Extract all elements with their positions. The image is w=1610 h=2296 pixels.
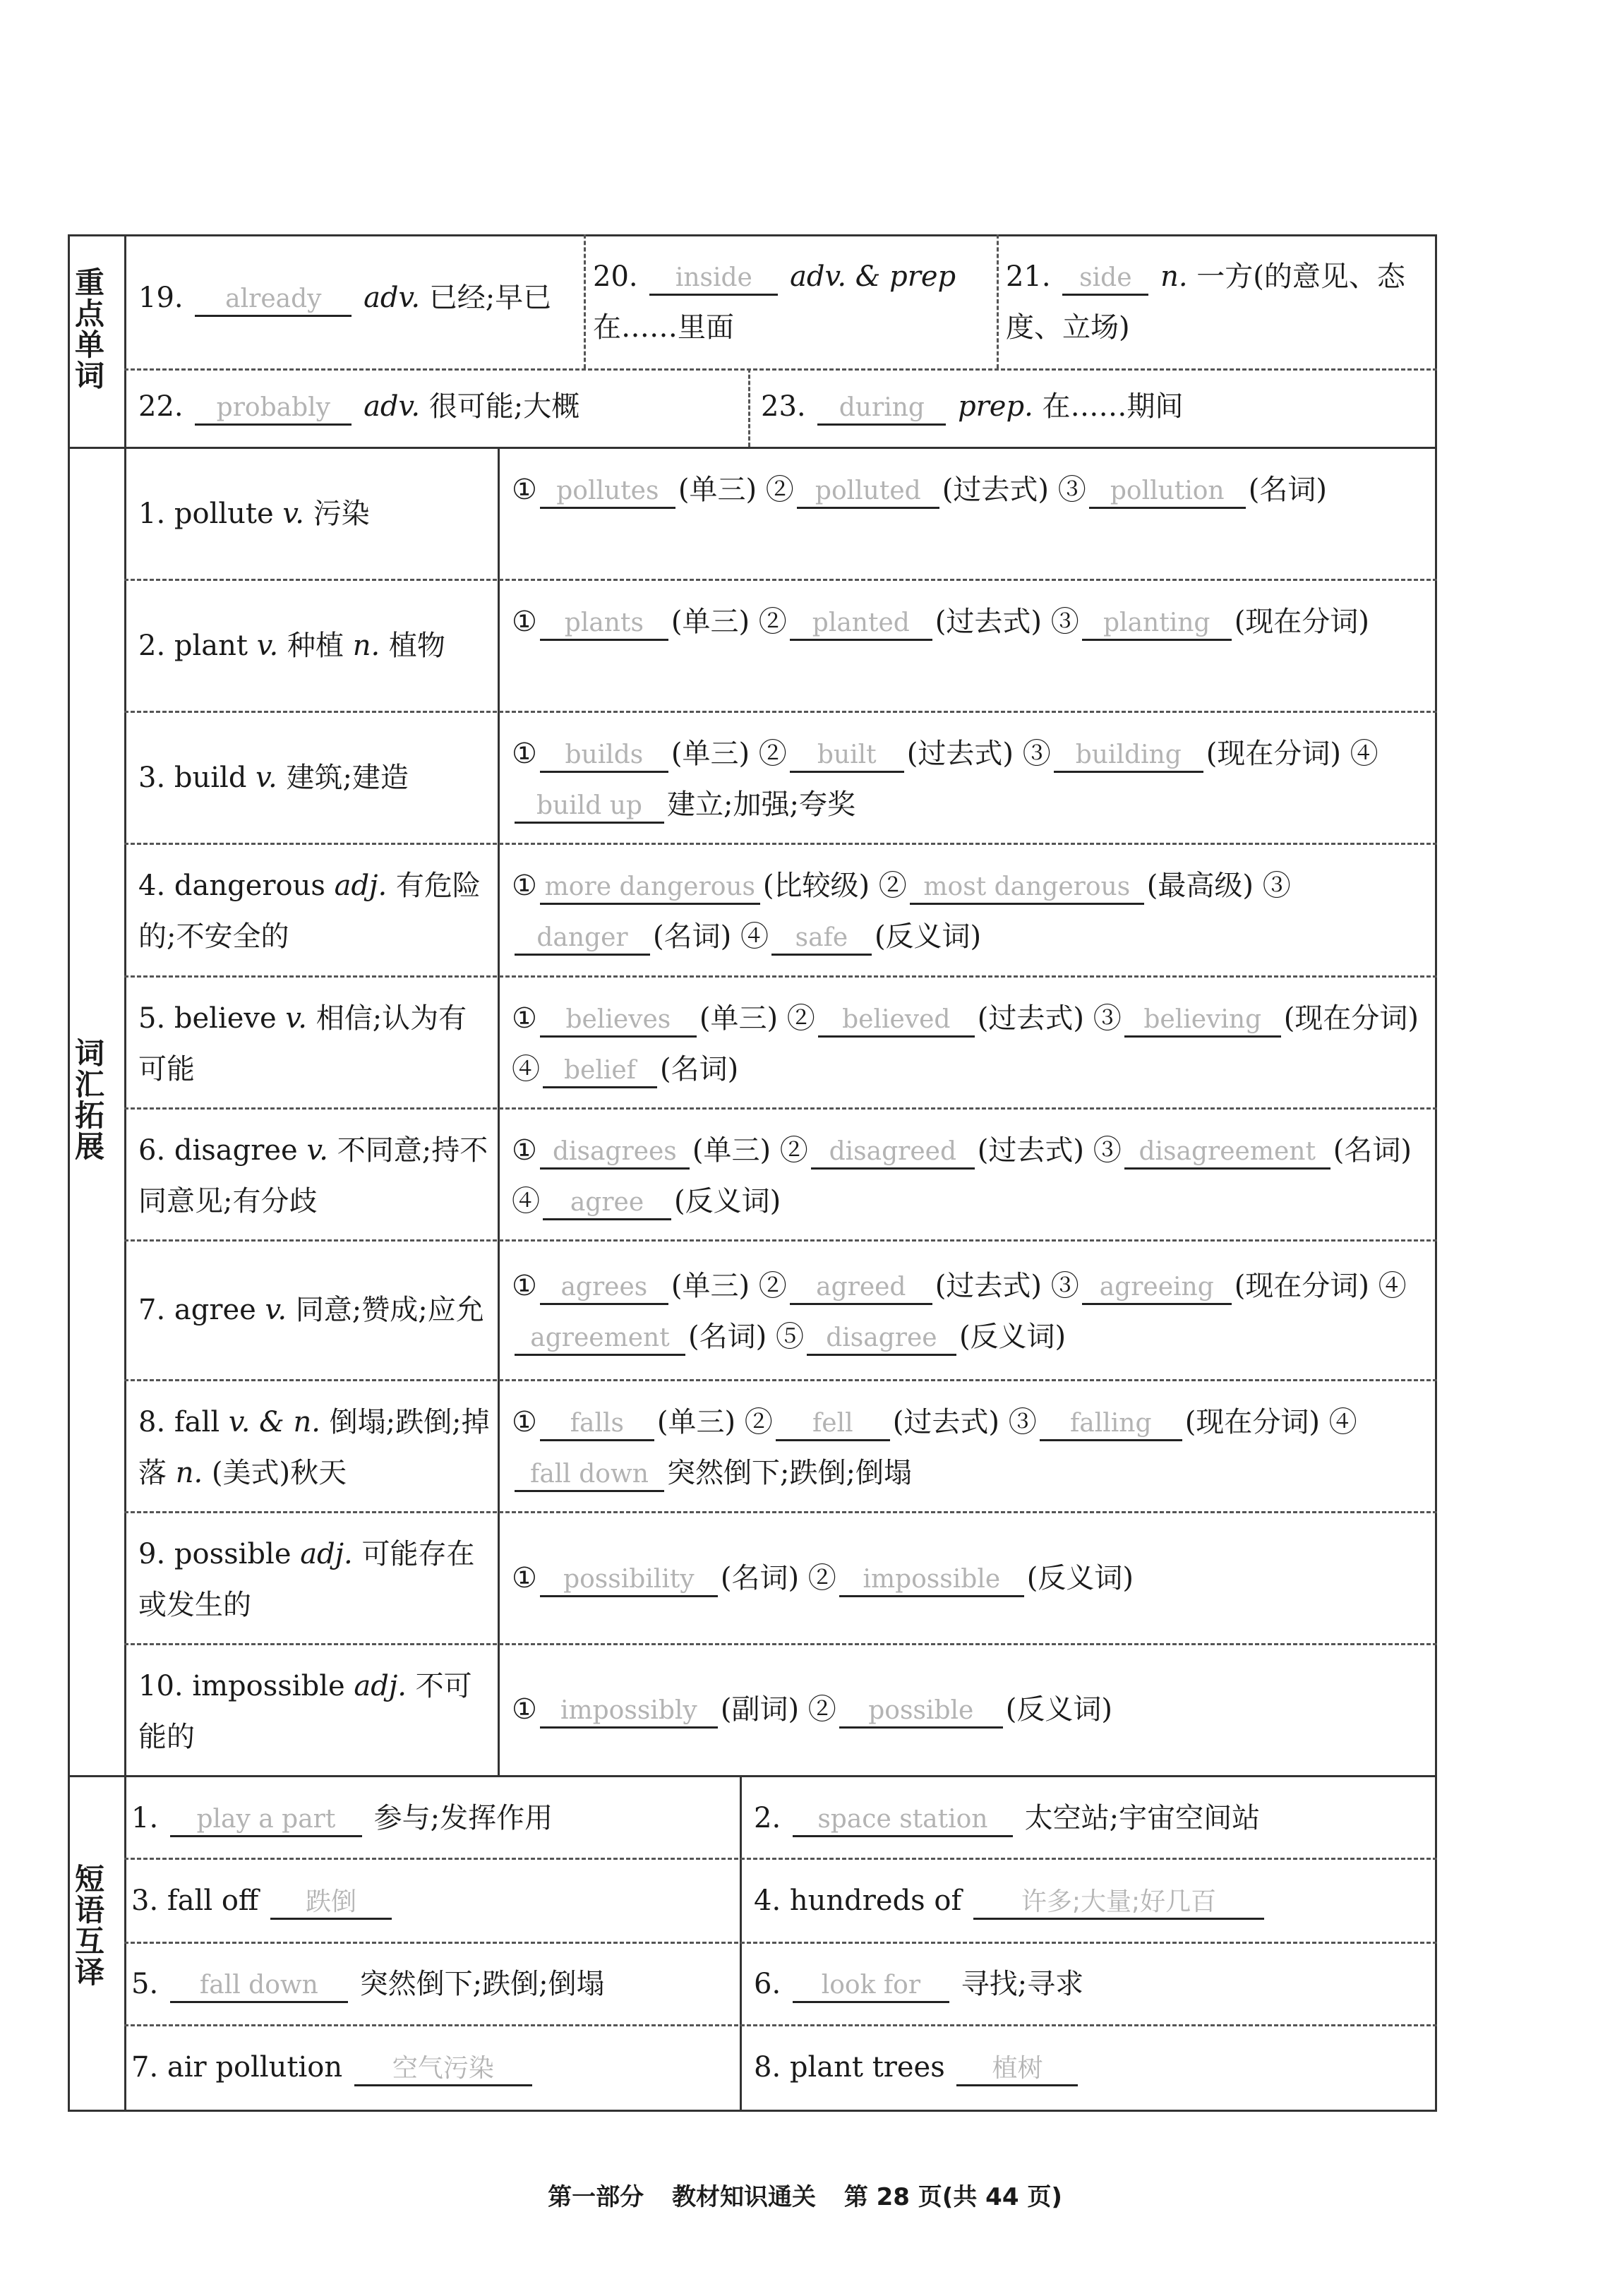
meaning: 已经;早已 [428, 282, 552, 314]
key-word-item [593, 251, 992, 353]
phrase-row-divider [124, 2024, 1437, 2026]
circle-number: ④ [1378, 1270, 1407, 1302]
item-number: 4. [754, 1885, 781, 1917]
form-label: (比较级) [762, 870, 870, 902]
footer-section: 教材知识通关 [671, 2183, 816, 2211]
form-label: (过去式) [935, 606, 1043, 638]
phrase-item [754, 1875, 1431, 1926]
item-number: 8. [754, 2051, 781, 2084]
circle-number: ② [779, 1134, 808, 1167]
circle-number: ② [758, 738, 787, 770]
meaning: 种植 [287, 630, 344, 662]
answer-blank: planted [790, 608, 932, 641]
item-number: 20. [593, 260, 638, 293]
phrase-item [131, 1875, 731, 1926]
kw-col-divider [584, 234, 586, 368]
section-label-vocab [71, 1038, 120, 1162]
answer-blank: agreement [515, 1323, 685, 1356]
meaning: 可能存在或发生的 [138, 1538, 475, 1621]
circle-number: ① [512, 1002, 537, 1035]
meaning: 在……里面 [593, 311, 734, 344]
answer-blank: building [1054, 740, 1203, 773]
answer-blank: space station [793, 1804, 1013, 1837]
footer-part: 第一部分 [548, 2183, 644, 2211]
form-label: (现在分词) [1184, 1406, 1320, 1438]
answer-blank: impossible [839, 1564, 1024, 1597]
meaning: 一方(的意见、态度、立场) [1006, 260, 1405, 344]
meaning: 有危险的;不安全的 [138, 870, 481, 953]
circle-number: ② [765, 474, 794, 506]
answer-blank: plants [540, 608, 668, 641]
circle-number: ② [807, 1562, 836, 1594]
meaning: 突然倒下;跌倒;倒塌 [359, 1968, 605, 2000]
vocab-label: 10. impossible [138, 1670, 345, 1702]
answer-blank: agree [543, 1187, 671, 1220]
form-label: (反义词) [1005, 1693, 1113, 1726]
circle-number: ① [512, 1134, 537, 1167]
circle-number: ③ [1057, 474, 1086, 506]
meaning: 建筑;建造 [286, 762, 409, 794]
meaning: 倒塌;跌倒;掉落 [138, 1406, 490, 1489]
vocab-row-divider [124, 1511, 1437, 1513]
section-label-text: 重点单词 [71, 267, 105, 391]
part-of-speech: adj. [300, 1538, 353, 1570]
part-of-speech: adv. & prep [790, 260, 956, 293]
form-label: (过去式) [942, 474, 1050, 506]
answer-blank: agreeing [1082, 1272, 1232, 1305]
answer-blank: agreed [790, 1272, 932, 1305]
part-of-speech: adj. [334, 870, 388, 902]
circle-number: ② [758, 606, 787, 638]
phrase-row-divider [124, 1858, 1437, 1860]
circle-number: ③ [1262, 870, 1291, 902]
form-label: (单三) [692, 1134, 771, 1167]
vocab-word [138, 752, 491, 803]
circle-number: ⑤ [775, 1321, 804, 1353]
vocab-forms [512, 1125, 1429, 1227]
circle-number: ③ [1022, 738, 1051, 770]
page-footer [0, 2177, 1610, 2212]
meaning: 不可能的 [138, 1670, 472, 1753]
vocab-forms [512, 1261, 1429, 1362]
key-word-item [138, 381, 745, 432]
answer-blank: probably [195, 392, 352, 426]
circle-number: ④ [740, 920, 769, 953]
answer-blank: believes [540, 1004, 697, 1038]
part-of-speech: n. [1160, 260, 1188, 293]
form-label: (单三) [699, 1002, 779, 1035]
form-label: (反义词) [874, 920, 982, 953]
circle-number: ① [512, 1406, 537, 1438]
meaning: (美式)秋天 [211, 1457, 347, 1489]
vocab-forms [512, 860, 1429, 962]
meaning: 相信;认为有可能 [138, 1002, 467, 1086]
form-label: (反义词) [674, 1185, 781, 1218]
vocab-word [138, 620, 491, 671]
circle-number: ① [512, 474, 537, 506]
form-label: (名词) [688, 1321, 767, 1353]
circle-number: ③ [1050, 606, 1079, 638]
answer-blank: disagree [807, 1323, 956, 1356]
circle-number: ④ [1350, 738, 1378, 770]
phrase-item [754, 1959, 1431, 2009]
item-number: 5. [131, 1968, 159, 2000]
form-label: (现在分词) [1283, 1002, 1419, 1035]
item-number: 6. [754, 1968, 781, 2000]
item-number: 21. [1006, 260, 1051, 293]
answer-blank: disagreement [1124, 1136, 1330, 1170]
answer-blank: impossibly [540, 1695, 718, 1729]
vocab-label: 6. disagree [138, 1134, 298, 1167]
part-of-speech: v. [306, 1134, 329, 1167]
vocab-forms [512, 596, 1429, 647]
meaning: 不同意;持不同意见;有分歧 [138, 1134, 488, 1218]
item-number: 2. [754, 1802, 781, 1834]
answer-blank: 许多;大量;好几百 [973, 1887, 1264, 1920]
given-phrase: air pollution [167, 2051, 343, 2084]
answer-blank: built [790, 740, 904, 773]
vocab-word [138, 860, 491, 962]
part-of-speech: adv. [364, 390, 421, 423]
vocab-label: 3. build [138, 762, 247, 794]
vocab-row-divider [124, 1643, 1437, 1645]
answer-blank: pollution [1089, 476, 1246, 509]
vocab-label: 2. plant [138, 630, 248, 662]
vocab-label: 4. dangerous [138, 870, 325, 902]
form-label: (现在分词) [1206, 738, 1341, 770]
vocab-label: 5. believe [138, 1002, 277, 1035]
answer-blank: fall down [170, 1970, 348, 2003]
item-number: 7. [131, 2051, 159, 2084]
part-of-speech: v. [282, 498, 304, 530]
label-column-divider [124, 234, 126, 2112]
vocab-row-divider [124, 1379, 1437, 1381]
part-of-speech: adj. [354, 1670, 407, 1702]
kw-row-divider [124, 368, 1437, 371]
key-word-item [1006, 251, 1436, 353]
part-of-speech: prep. [958, 390, 1033, 423]
form-label: (过去式) [935, 1270, 1043, 1302]
form-label: (最高级) [1146, 870, 1254, 902]
form-label: (副词) [720, 1693, 800, 1726]
circle-number: ① [512, 870, 537, 902]
vocab-label: 9. possible [138, 1538, 292, 1570]
meaning: 太空站;宇宙空间站 [1024, 1802, 1261, 1834]
circle-number: ① [512, 1693, 537, 1726]
vocab-col-divider [498, 447, 500, 1775]
part-of-speech: v. [285, 1002, 307, 1035]
form-label: (现在分词) [1234, 606, 1369, 638]
answer-blank: 跌倒 [270, 1887, 392, 1920]
section-divider-1 [68, 447, 1437, 449]
vocab-forms [512, 1684, 1429, 1735]
answer-blank: disagreed [811, 1136, 975, 1170]
vocab-row-divider [124, 843, 1437, 845]
item-number: 19. [138, 282, 184, 314]
part-of-speech: v. [256, 762, 277, 794]
answer-blank: inside [649, 263, 778, 296]
vocab-forms [512, 1397, 1429, 1498]
vocab-label: 8. fall [138, 1406, 220, 1438]
given-phrase: plant trees [789, 2051, 945, 2084]
circle-number: ④ [1328, 1406, 1357, 1438]
answer-blank: planting [1082, 608, 1232, 641]
part-of-speech: v. [256, 630, 279, 662]
answer-blank: side [1062, 263, 1148, 296]
circle-number: ④ [512, 1053, 540, 1086]
vocab-forms [512, 728, 1429, 830]
section-label-key-words [71, 267, 120, 391]
answer-blank: disagrees [540, 1136, 690, 1170]
part-of-speech: v. [265, 1294, 287, 1326]
form-label: (过去式) [892, 1406, 1000, 1438]
kw-col-divider [997, 234, 999, 368]
meaning: 污染 [313, 498, 370, 530]
answer-blank: fell [776, 1408, 890, 1441]
form-label: (名词) [653, 920, 732, 953]
form-label: (现在分词) [1234, 1270, 1369, 1302]
form-label: (单三) [656, 1406, 736, 1438]
vocab-row-divider [124, 711, 1437, 713]
section-label-text: 词汇拓展 [71, 1038, 105, 1162]
vocab-word [138, 488, 491, 539]
answer-blank: more dangerous [540, 872, 760, 905]
part-of-speech: n. [175, 1457, 203, 1489]
key-word-item [138, 272, 576, 323]
answer-blank: polluted [797, 476, 939, 509]
footer-page-number: 第 28 页(共 44 页) [843, 2183, 1062, 2211]
kw-col-divider [748, 368, 750, 447]
section-divider-2 [68, 1775, 1437, 1777]
form-label: (单三) [671, 738, 750, 770]
vocab-word [138, 993, 491, 1095]
key-word-item [761, 381, 1431, 432]
vocab-row-divider [124, 1239, 1437, 1242]
circle-number: ① [512, 738, 537, 770]
meaning: 在……期间 [1042, 390, 1184, 423]
item-number: 23. [761, 390, 806, 423]
circle-number: ③ [1093, 1002, 1122, 1035]
answer-blank: safe [771, 922, 872, 956]
vocab-row-divider [124, 579, 1437, 581]
answer-blank: possibility [540, 1564, 718, 1597]
circle-number: ③ [1093, 1134, 1122, 1167]
phrase-item [131, 1959, 731, 2009]
vocab-label: 7. agree [138, 1294, 256, 1326]
circle-number: ① [512, 606, 537, 638]
circle-number: ② [744, 1406, 773, 1438]
meaning: 同意;赞成;应允 [295, 1294, 484, 1326]
circle-number: ① [512, 1562, 537, 1594]
phrase-item [131, 2042, 731, 2093]
vocab-word [138, 1661, 491, 1762]
answer-blank: pollutes [540, 476, 675, 509]
answer-blank: already [195, 284, 352, 317]
part-of-speech: n. [352, 630, 380, 662]
meaning: 寻找;寻求 [961, 1968, 1084, 2000]
form-label: (反义词) [1026, 1562, 1134, 1594]
vocab-label: 1. pollute [138, 498, 274, 530]
given-phrase: fall off [167, 1885, 259, 1917]
part-of-speech: v. & n. [228, 1406, 320, 1438]
circle-number: ② [786, 1002, 815, 1035]
vocab-forms [512, 1553, 1429, 1604]
vocab-word [138, 1397, 491, 1498]
form-label: (名词) [1248, 474, 1327, 506]
phrase-item [131, 1793, 731, 1844]
answer-blank: most dangerous [910, 872, 1144, 905]
vocab-word [138, 1285, 491, 1335]
answer-blank: 植树 [956, 2053, 1078, 2086]
answer-blank: builds [540, 740, 668, 773]
section-label-text: 短语互译 [71, 1863, 105, 1988]
given-phrase: hundreds of [789, 1885, 962, 1917]
answer-blank: believed [818, 1004, 975, 1038]
form-label: (过去式) [906, 738, 1014, 770]
form-label: (名词) [720, 1562, 800, 1594]
vocab-word [138, 1529, 491, 1630]
part-of-speech: adv. [364, 282, 421, 314]
phrase-item [754, 2042, 1431, 2093]
form-label: (单三) [678, 474, 757, 506]
vocab-row-divider [124, 975, 1437, 978]
form-label: (反义词) [959, 1321, 1067, 1353]
meaning: 植物 [388, 630, 445, 662]
form-label: (名词) [1333, 1134, 1412, 1167]
answer-blank: believing [1124, 1004, 1281, 1038]
form-label: (单三) [671, 1270, 750, 1302]
section-label-phrases [71, 1863, 120, 1988]
answer-blank: falls [540, 1408, 654, 1441]
answer-blank: belief [543, 1055, 657, 1088]
answer-blank: possible [839, 1695, 1003, 1729]
circle-number: ③ [1050, 1270, 1079, 1302]
meaning: 很可能;大概 [428, 390, 580, 423]
form-label: 建立;加强;夸奖 [667, 788, 855, 821]
answer-blank: during [817, 392, 946, 426]
answer-blank: fall down [515, 1459, 664, 1492]
item-number: 1. [131, 1802, 159, 1834]
form-label: (过去式) [977, 1002, 1085, 1035]
item-number: 3. [131, 1885, 159, 1917]
answer-blank: danger [515, 922, 650, 956]
vocab-forms [512, 993, 1429, 1095]
answer-blank: agrees [540, 1272, 668, 1305]
form-label: (单三) [671, 606, 750, 638]
item-number: 22. [138, 390, 184, 423]
circle-number: ② [878, 870, 907, 902]
form-label: (过去式) [977, 1134, 1085, 1167]
answer-blank: build up [515, 791, 664, 824]
vocab-forms [512, 464, 1429, 515]
meaning: 参与;发挥作用 [373, 1802, 553, 1834]
circle-number: ① [512, 1270, 537, 1302]
vocab-row-divider [124, 1107, 1437, 1110]
form-label: (名词) [660, 1053, 739, 1086]
phrase-item [754, 1793, 1431, 1844]
vocab-word [138, 1125, 491, 1227]
answer-blank: falling [1040, 1408, 1182, 1441]
answer-blank: look for [793, 1970, 949, 2003]
circle-number: ③ [1008, 1406, 1037, 1438]
circle-number: ② [807, 1693, 836, 1726]
circle-number: ④ [512, 1185, 540, 1218]
circle-number: ② [758, 1270, 787, 1302]
phrase-row-divider [124, 1942, 1437, 1944]
form-label: 突然倒下;跌倒;倒塌 [667, 1457, 912, 1489]
answer-blank: play a part [170, 1804, 362, 1837]
answer-blank: 空气污染 [354, 2053, 532, 2086]
